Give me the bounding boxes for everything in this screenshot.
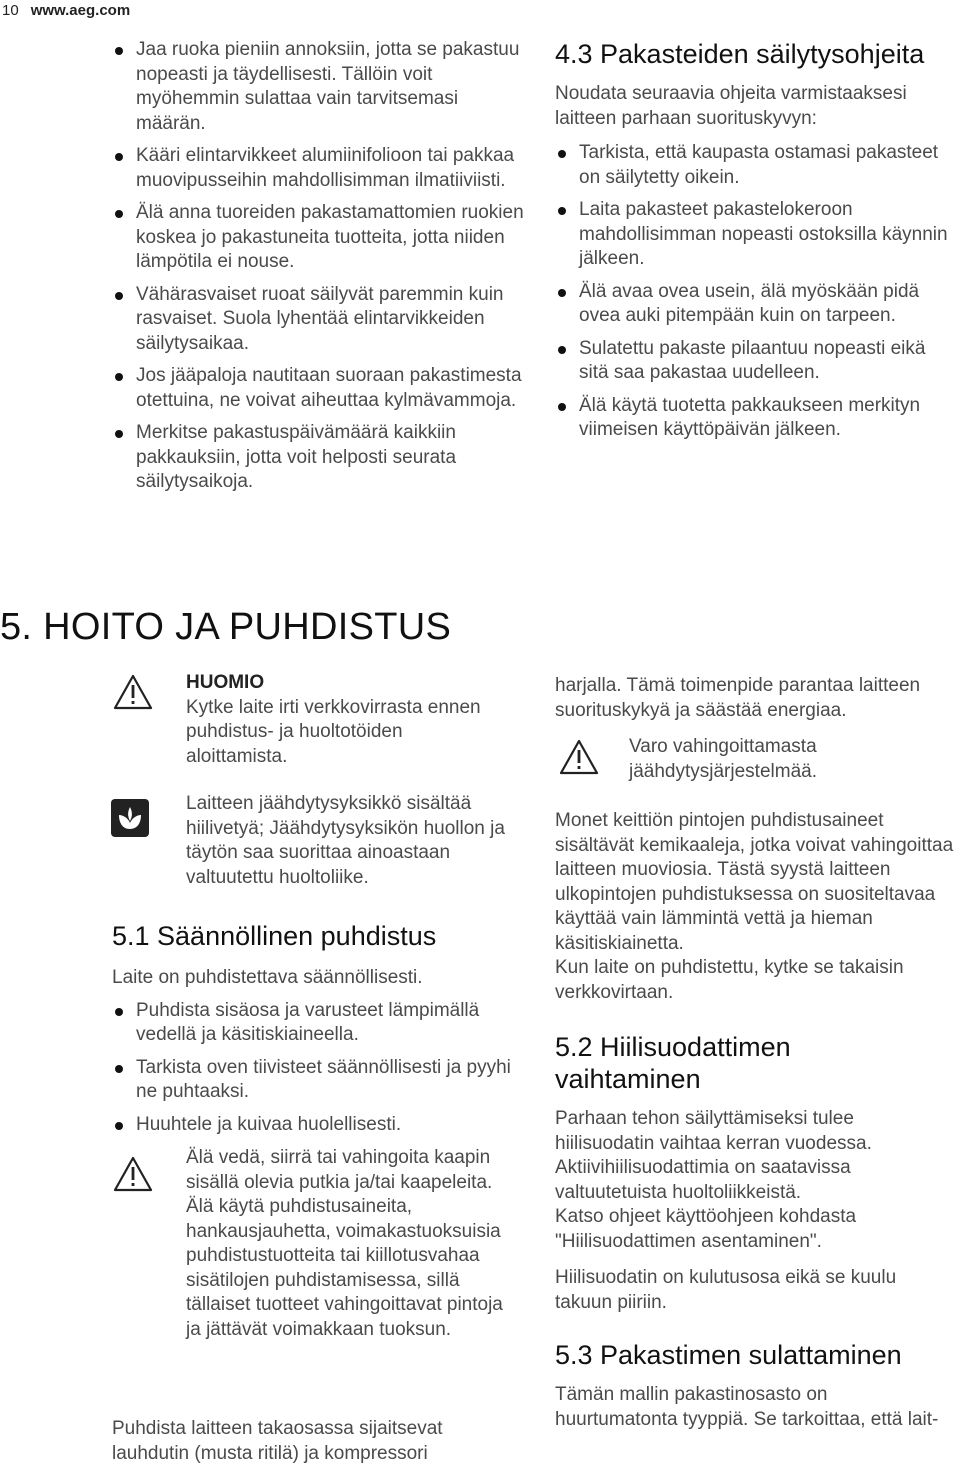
page-number: 10 xyxy=(2,2,19,19)
environment-text: Laitteen jäähdytysyksikkö sisältää hiilivetyä; Jäähdytysyksikön huollon ja täytön saa suorittaa ainoastaan valtuutettu huoltoliike. xyxy=(186,793,505,888)
section-intro: Laite on puhdistettava säännöllisesti. xyxy=(112,967,423,988)
list-item: Älä käytä tuotetta pakkaukseen merkityn viimeisen käyttöpäivän jälkeen. xyxy=(555,394,955,443)
section-title: 5.3 Pakastimen sulattaminen xyxy=(555,1340,902,1370)
list-item: Huuhtele ja kuivaa huolellisesti. xyxy=(112,1113,522,1138)
left-top-column xyxy=(112,38,532,503)
list-item: Vähärasvaiset ruoat säilyvät paremmin kuin rasvaiset. Suola lyhentää elintarvikkeiden säilytysaikaa. xyxy=(112,283,532,357)
site-url: www.aeg.com xyxy=(30,2,131,19)
list-item: Puhdista sisäosa ja varusteet lämpimällä vedellä ja käsitiskiaineella. xyxy=(112,999,522,1048)
list-item: Laita pakasteet pakastelokeroon mahdollisimman nopeasti ostoksilla käynnin jälkeen. xyxy=(555,198,955,272)
environment-notice xyxy=(0,792,540,920)
section-intro: Noudata seuraavia ohjeita varmistaaksesi laitteen parhaan suorituskyvyn: xyxy=(555,83,907,129)
paragraph: Monet keittiön pintojen puhdistusaineet sisältävät kemikaaleja, jotka voivat vahingoittaa laitteen muoviosia. Tästä syystä laitteen ulkopintojen puhdistuksessa on suositeltavaa käyttää vain lämmintä vettä ja hieman käsitiskiainetta. xyxy=(555,810,954,954)
page-header xyxy=(2,2,130,19)
left-bottom-column xyxy=(0,668,540,1464)
warning-triangle-icon xyxy=(113,1156,153,1192)
list-item: Sulatettu pakaste pilaantuu nopeasti eikä sitä saa pakastaa uudelleen. xyxy=(555,337,955,386)
list-item: Älä anna tuoreiden pakastamattomien ruokien koskea jo pakastuneita tuotteita, jotta niiden lämpötila ei nouse. xyxy=(112,201,532,275)
storage-tips-list xyxy=(555,141,955,443)
paragraph: Parhaan tehon säilyttämiseksi tulee hiilisuodatin vaihtaa kerran vuodessa. xyxy=(555,1108,872,1154)
cleaning-warning xyxy=(0,1146,540,1396)
environment-leaf-icon xyxy=(110,798,150,838)
right-bottom-column xyxy=(555,674,955,1432)
list-item: Kääri elintarvikkeet alumiinifolioon tai pakkaa muovipusseihin mahdollisimman ilmatiiviisti. xyxy=(112,144,532,193)
cooling-warning xyxy=(555,735,955,799)
paragraph: Katso ohjeet käyttöohjeen kohdasta "Hiilisuodattimen asentaminen". xyxy=(555,1206,857,1252)
warning-triangle-icon xyxy=(559,739,599,775)
caution-heading: HUOMIO xyxy=(186,672,265,693)
freezing-tips-list xyxy=(112,38,532,495)
warning-text: Älä vedä, siirrä tai vahingoita kaapin sisällä olevia putkia ja/tai kaapeleita. xyxy=(186,1147,493,1193)
warning-triangle-icon xyxy=(113,674,153,710)
list-item: Tarkista, että kaupasta ostamasi pakasteet on säilytetty oikein. xyxy=(555,141,955,190)
cleaning-steps-list xyxy=(112,999,522,1138)
section-5-1 xyxy=(112,920,522,1145)
section-title: 5.2 Hiilisuodattimen vaihtaminen xyxy=(555,1032,791,1094)
caution-text: Kytke laite irti verkkovirrasta ennen puhdistus- ja huoltotöiden aloittamista. xyxy=(186,696,481,767)
list-item: Jos jääpaloja nautitaan suoraan pakastimesta otettuina, ne voivat aiheuttaa kylmävammoja. xyxy=(112,364,532,413)
chapter-title: 5. HOITO JA PUHDISTUS xyxy=(0,606,452,648)
paragraph: Kun laite on puhdistettu, kytke se takaisin verkkovirtaan. xyxy=(555,957,904,1003)
paragraph: Hiilisuodatin on kulutusosa eikä se kuulu takuun piiriin. xyxy=(555,1267,897,1313)
continuation-paragraph: harjalla. Tämä toimenpide parantaa laitteen suorituskykyä ja säästää energiaa. xyxy=(555,675,921,721)
list-item: Merkitse pakastuspäivämäärä kaikkiin pakkauksiin, jotta voit helposti seurata säilytysaikoja. xyxy=(112,421,532,495)
paragraph: Aktiivihiilisuodattimia on saatavissa valtuutetuista huoltoliikkeistä. xyxy=(555,1157,851,1203)
paragraph: Tämän mallin pakastinosasto on huurtumatonta tyyppiä. Se tarkoittaa, että lait- xyxy=(555,1384,939,1430)
list-item: Tarkista oven tiivisteet säännöllisesti ja pyyhi ne puhtaaksi. xyxy=(112,1056,522,1105)
closing-paragraph: Puhdista laitteen takaosassa sijaitsevat lauhdutin (musta ritilä) ja kompressori xyxy=(112,1418,443,1464)
caution-notice xyxy=(0,668,540,780)
section-4-3 xyxy=(555,38,955,451)
section-title: 4.3 Pakasteiden säilytysohjeita xyxy=(555,39,925,69)
list-item: Jaa ruoka pieniin annoksiin, jotta se pakastuu nopeasti ja täydellisesti. Tällöin voit myöhemmin sulattaa vain tarvitsemasi määrän. xyxy=(112,38,532,136)
warning-text: Älä käytä puhdistusaineita, hankausjauhetta, voimakastuoksuisia puhdistustuotteita tai kiillotusvahaa sisätilojen puhdistamisessa, sillä tällaiset tuotteet vahingoittavat pintoja ja jättävät voimakkaan tuoksun. xyxy=(186,1196,503,1340)
warning-text: Varo vahingoittamasta jäähdytysjärjestelmää. xyxy=(629,736,817,782)
list-item: Älä avaa ovea usein, älä myöskään pidä ovea auki pitempään kuin on tarpeen. xyxy=(555,280,955,329)
section-title: 5.1 Säännöllinen puhdistus xyxy=(112,921,437,951)
